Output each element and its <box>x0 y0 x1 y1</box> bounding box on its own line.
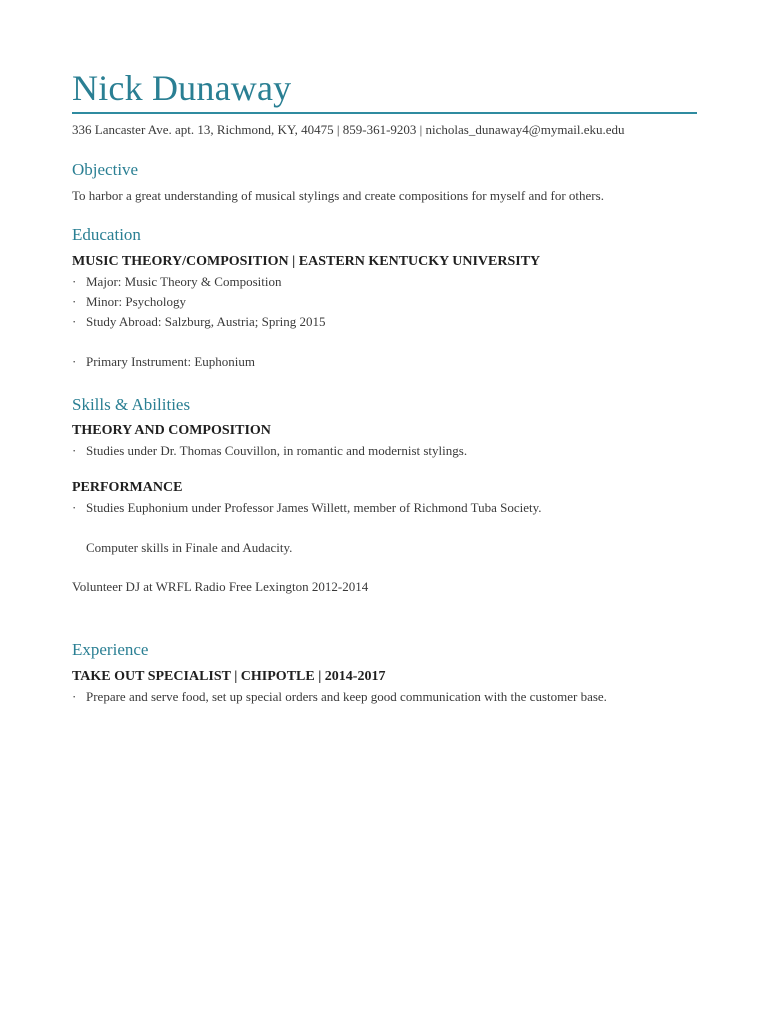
computer-skills-text: Computer skills in Finale and Audacity. <box>86 540 293 555</box>
bullet-dot: · <box>72 500 77 515</box>
education-major: Major: Music Theory & Composition <box>86 274 282 289</box>
bullet-dot: · <box>72 314 77 329</box>
objective-heading: Objective <box>72 160 139 179</box>
bullet-dot: · <box>72 689 77 704</box>
education-instrument: Primary Instrument: Euphonium <box>86 354 255 369</box>
performance-title: PERFORMANCE <box>72 480 183 495</box>
bullet-dot: · <box>72 354 77 369</box>
objective-text: To harbor a great understanding of musical stylings and create compositions for myself and for others. <box>72 188 604 203</box>
header-rule <box>72 112 697 114</box>
education-study-abroad: Study Abroad: Salzburg, Austria; Spring 2015 <box>86 314 326 329</box>
job-title: TAKE OUT SPECIALIST | CHIPOTLE | 2014-2017 <box>72 669 386 684</box>
skills-heading: Skills & Abilities <box>72 395 191 414</box>
experience-heading: Experience <box>72 640 149 659</box>
theory-bullet-text: Studies under Dr. Thomas Couvillon, in romantic and modernist stylings. <box>86 443 468 458</box>
education-heading: Education <box>72 225 141 244</box>
bullet-dot: · <box>72 443 77 458</box>
contact-line: 336 Lancaster Ave. apt. 13, Richmond, KY, 40475 | 859-361-9203 | nicholas_dunaway4@mymail.eku.edu <box>72 122 625 137</box>
theory-composition-title: THEORY AND COMPOSITION <box>72 423 271 438</box>
job-bullet-text: Prepare and serve food, set up special orders and keep good communication with the customer base. <box>86 689 607 704</box>
bullet-dot: · <box>72 274 77 289</box>
resume-name: Nick Dunaway <box>72 68 292 108</box>
education-degree: MUSIC THEORY/COMPOSITION | EASTERN KENTUCKY UNIVERSITY <box>72 254 541 269</box>
bullet-dot: · <box>72 294 77 309</box>
volunteer-text: Volunteer DJ at WRFL Radio Free Lexington 2012-2014 <box>72 579 369 594</box>
education-minor: Minor: Psychology <box>86 294 187 309</box>
performance-bullet-text: Studies Euphonium under Professor James Willett, member of Richmond Tuba Society. <box>86 500 542 515</box>
